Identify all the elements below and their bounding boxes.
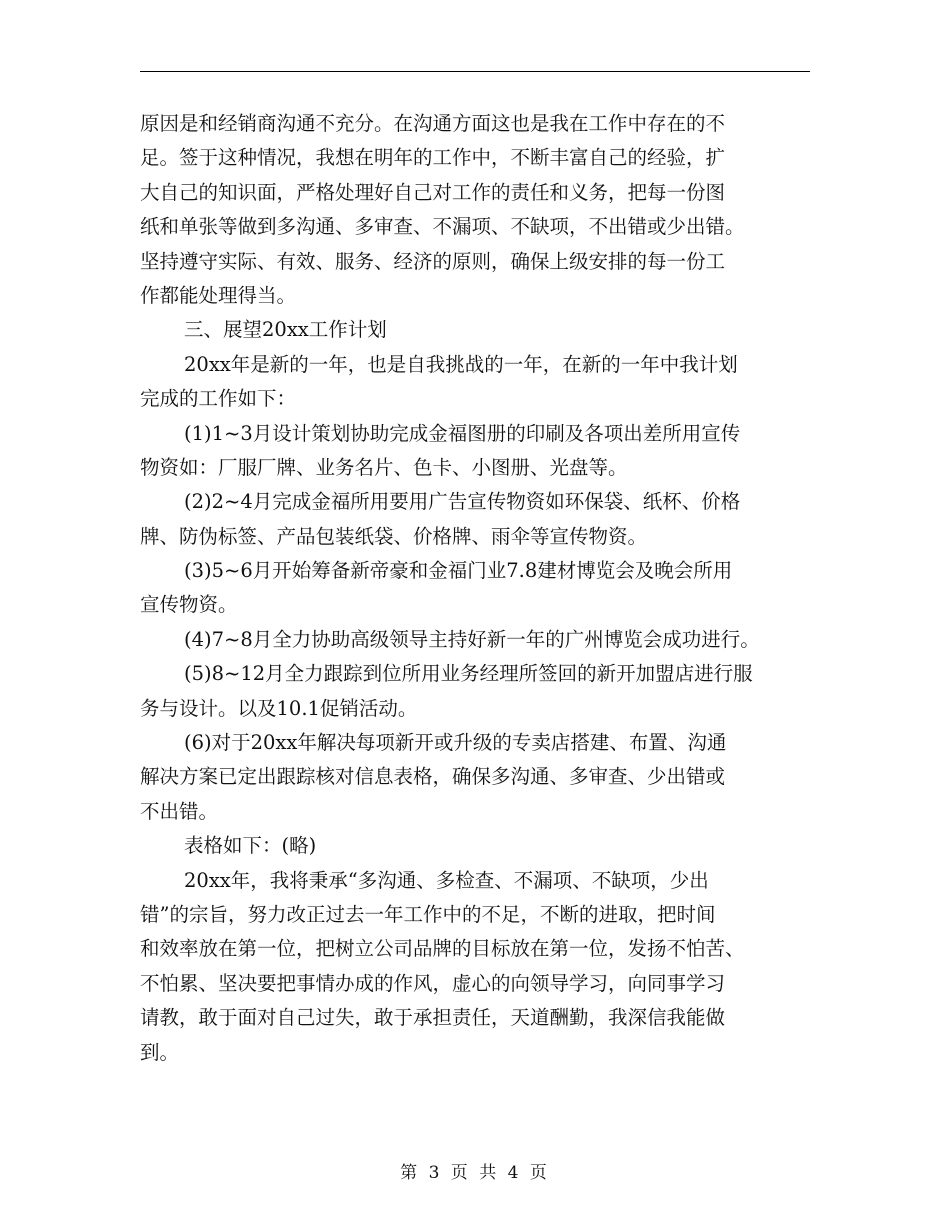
header-rule bbox=[140, 71, 810, 72]
text-line: 纸和单张等做到多沟通、多审查、不漏项、不缺项，不出错或少出错。 bbox=[140, 215, 745, 239]
text-line: 坚持遵守实际、有效、服务、经济的原则，确保上级安排的每一份工 bbox=[140, 249, 726, 273]
list-item-line: 牌、防伪标签、产品包装纸袋、价格牌、雨伞等宣传物资。 bbox=[140, 524, 648, 548]
text-line: 大自己的知识面，严格处理好自己对工作的责任和义务，把每一份图 bbox=[140, 180, 726, 204]
list-item-line: (5)8~12月全力跟踪到位所用业务经理所签回的新开加盟店进行服 bbox=[184, 662, 753, 686]
list-item-line: 不出错。 bbox=[140, 799, 219, 823]
list-item-line: (2)2~4月完成金福所用要用广告宣传物资如环保袋、纸杯、价格 bbox=[184, 490, 741, 514]
text-line: 和效率放在第一位，把树立公司品牌的目标放在第一位，发扬不怕苦、 bbox=[140, 937, 745, 961]
text-line: 20xx年，我将秉承“多沟通、多检查、不漏项、不缺项，少出 bbox=[184, 868, 709, 892]
text-line: 足。签于这种情况，我想在明年的工作中，不断丰富自己的经验，扩 bbox=[140, 146, 726, 170]
text-line: 请教，敢于面对自己过失，敢于承担责任，天道酬勤，我深信我能做 bbox=[140, 1006, 726, 1030]
list-item-line: (6)对于20xx年解决每项新开或升级的专卖店搭建、布置、沟通 bbox=[184, 731, 727, 755]
text-line: 错”的宗旨，努力改正过去一年工作中的不足，不断的进取，把时间 bbox=[140, 902, 716, 926]
list-item-line: 物资如：厂服厂牌、业务名片、色卡、小图册、光盘等。 bbox=[140, 455, 628, 479]
section-heading: 三、展望20xx工作计划 bbox=[184, 318, 387, 342]
text-line: 完成的工作如下： bbox=[140, 387, 297, 411]
list-item-line: (3)5~6月开始筹备新帝豪和金福门业7.8建材博览会及晚会所用 bbox=[184, 559, 733, 583]
list-item-line: 解决方案已定出跟踪核对信息表格，确保多沟通、多审查、少出错或 bbox=[140, 765, 726, 789]
text-line: 表格如下：(略) bbox=[184, 834, 317, 858]
list-item-line: (1)1~3月设计策划协助完成金福图册的印刷及各项出差所用宣传 bbox=[184, 421, 741, 445]
document-body bbox=[140, 107, 820, 1070]
text-line: 原因是和经销商沟通不充分。在沟通方面这也是我在工作中存在的不 bbox=[140, 112, 726, 135]
list-item-line: 宣传物资。 bbox=[140, 593, 238, 617]
text-line: 不怕累、坚决要把事情办成的作风，虚心的向领导学习，向同事学习 bbox=[140, 971, 726, 995]
text-line: 到。 bbox=[140, 1040, 180, 1064]
list-item-line: (4)7~8月全力协助高级领导主持好新一年的广州博览会成功进行。 bbox=[184, 627, 760, 651]
page-number: 第 3 页 共 4 页 bbox=[400, 1163, 550, 1183]
list-item-line: 务与设计。以及10.1促销活动。 bbox=[140, 696, 418, 720]
text-line: 20xx年是新的一年，也是自我挑战的一年，在新的一年中我计划 bbox=[184, 352, 738, 376]
text-line: 作都能处理得当。 bbox=[140, 283, 297, 307]
